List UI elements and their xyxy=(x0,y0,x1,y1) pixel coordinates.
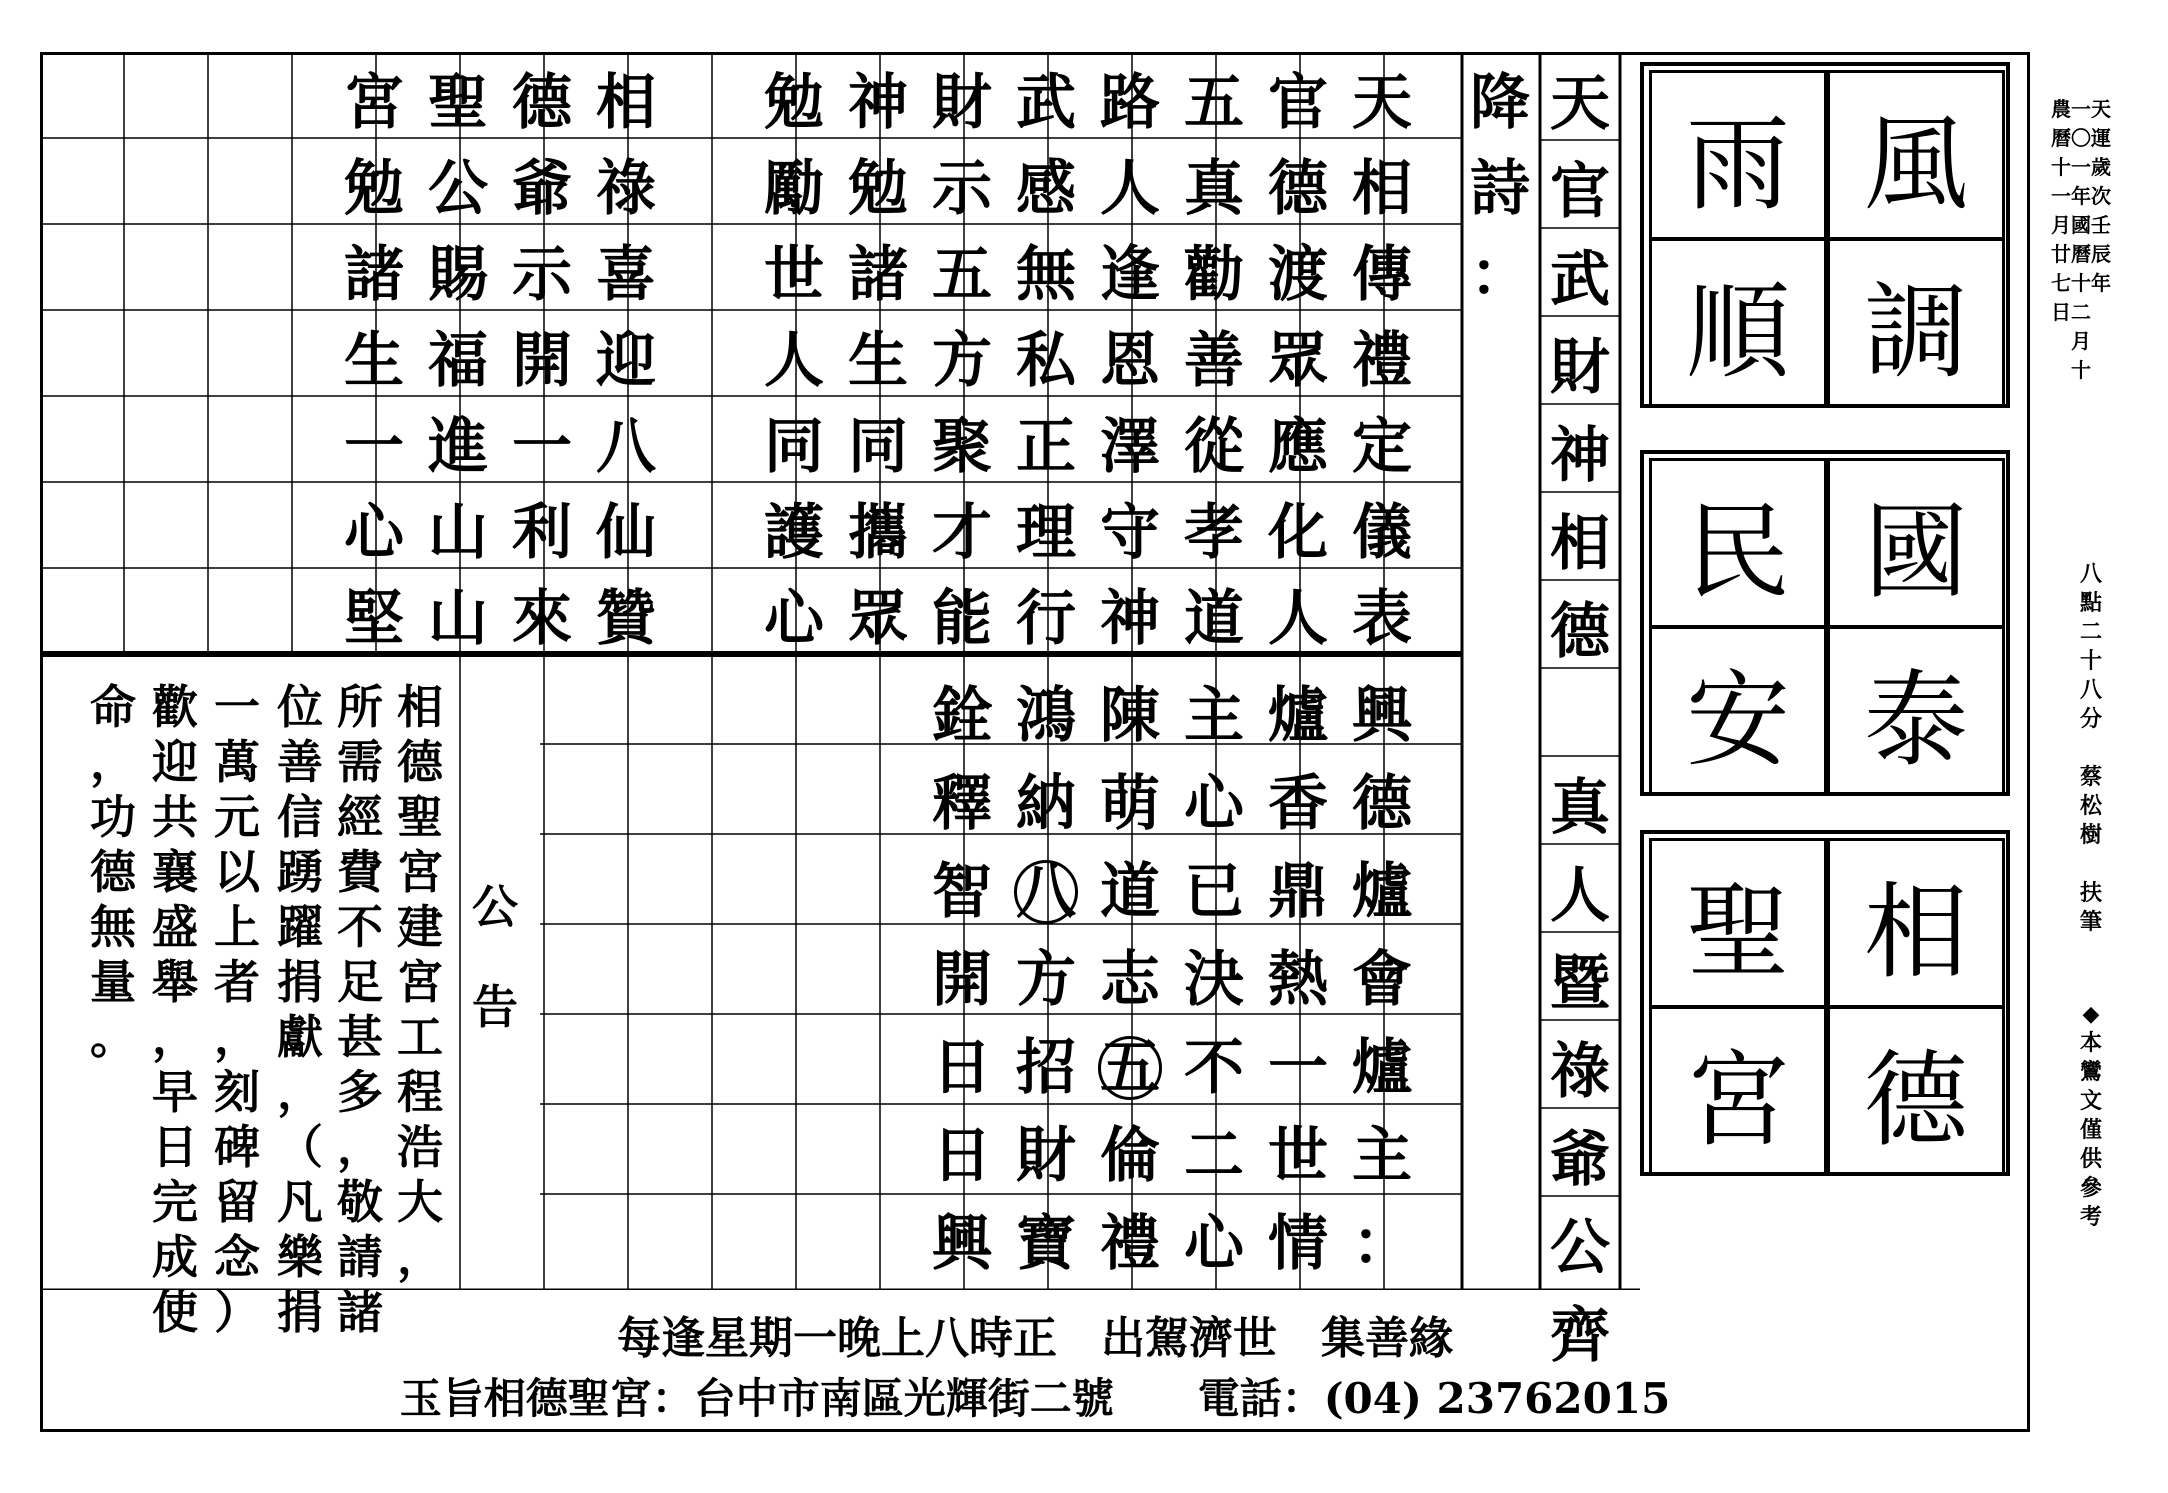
notice-column: 命 ， 功 德 無 量 。 xyxy=(90,680,136,1064)
upper-poem-char: 澤 xyxy=(1100,412,1160,482)
upper-poem-char: 勉 xyxy=(344,154,404,224)
upper-poem-char: 正 xyxy=(1016,412,1076,482)
lower-poem-column xyxy=(920,672,1004,1288)
lower-poem-char: 決 xyxy=(1184,945,1244,1015)
upper-poem-char: 祿 xyxy=(596,154,656,224)
upper-poem-char: 天 xyxy=(1352,68,1412,138)
lower-poem-char: 主 xyxy=(1352,1121,1412,1191)
lower-poem-char: 不 xyxy=(1184,1033,1244,1103)
upper-poem-char: 同 xyxy=(764,412,824,482)
footer-address: 玉旨相德聖宮：台中市南區光輝街二號 電話：(04) 23762015 xyxy=(399,1374,1671,1423)
upper-poem-char: 路 xyxy=(1100,68,1160,138)
upper-poem-char: 德 xyxy=(512,68,572,138)
upper-poem-char: 聚 xyxy=(932,412,992,482)
lower-poem-char: 世 xyxy=(1268,1121,1328,1191)
upper-poem-char: 贊 xyxy=(596,584,656,654)
lower-poem-char: 財 xyxy=(1016,1121,1076,1191)
title-char: 爺 xyxy=(1550,1125,1610,1195)
title-char: 祿 xyxy=(1550,1037,1610,1107)
upper-poem-column xyxy=(416,60,500,662)
seal-block xyxy=(1640,450,2010,796)
lower-poem-char: 一 xyxy=(1268,1033,1328,1103)
upper-poem-char: 官 xyxy=(1268,68,1328,138)
title-char: 暨 xyxy=(1550,949,1610,1019)
lower-poem-char: 萌 xyxy=(1100,769,1160,839)
seal-char: 泰 xyxy=(1827,626,2005,796)
lower-poem-column xyxy=(1340,672,1424,1288)
upper-poem-char: 表 xyxy=(1352,584,1412,654)
upper-poem-char: 人 xyxy=(1268,584,1328,654)
upper-poem-char: 世 xyxy=(764,240,824,310)
notice-column: 位 善 信 踴 躍 捐 獻 ， （ 凡 樂 捐 xyxy=(277,680,323,1339)
upper-poem-char: 守 xyxy=(1100,498,1160,568)
lower-poem-char: 香 xyxy=(1268,769,1328,839)
lower-poem-column xyxy=(1256,672,1340,1288)
upper-poem-char: 賜 xyxy=(428,240,488,310)
upper-poem-char: 儀 xyxy=(1352,498,1412,568)
lower-poem-char: 道 xyxy=(1100,857,1160,927)
lower-poem-char: 釋 xyxy=(932,769,992,839)
upper-poem-char: 攜 xyxy=(848,498,908,568)
upper-poem-column xyxy=(920,60,1004,662)
lower-poem-char: 倫 xyxy=(1100,1121,1160,1191)
title-char: 人 xyxy=(1550,861,1610,931)
lower-poem-column xyxy=(1088,672,1172,1288)
upper-poem-char: 德 xyxy=(1268,154,1328,224)
upper-poem-char: 應 xyxy=(1268,412,1328,482)
upper-poem-char: 私 xyxy=(1016,326,1076,396)
upper-poem-char: 利 xyxy=(512,498,572,568)
notice-column: 所 需 經 費 不 足 甚 多 ， 敬 請 諸 xyxy=(337,680,383,1339)
title-char: 齊 xyxy=(1550,1301,1610,1371)
seal-block xyxy=(1640,62,2010,408)
lower-poem-char: 日 xyxy=(932,1121,992,1191)
title-column-2 xyxy=(1460,60,1540,318)
seal-char: 風 xyxy=(1827,70,2005,240)
upper-poem-char: 道 xyxy=(1184,584,1244,654)
upper-poem-char: 恩 xyxy=(1100,326,1160,396)
title-char xyxy=(1540,676,1620,764)
seal-char: 安 xyxy=(1649,626,1827,796)
title-char: 公 xyxy=(1550,1213,1610,1283)
lower-poem-char: 興 xyxy=(1352,681,1412,751)
upper-poem-char: 福 xyxy=(428,326,488,396)
seal-char: 民 xyxy=(1649,458,1827,628)
upper-poem-char: 人 xyxy=(764,326,824,396)
upper-poem-char: 神 xyxy=(848,68,908,138)
upper-poem-char: 財 xyxy=(932,68,992,138)
title-char: 天 xyxy=(1550,69,1610,139)
lower-poem-char xyxy=(1088,1024,1172,1112)
upper-poem-char: 生 xyxy=(344,326,404,396)
lower-poem-char: ： xyxy=(1352,1209,1412,1279)
upper-poem-char: 開 xyxy=(512,326,572,396)
side-note-column: 天 運 歲 次 壬 辰 年 xyxy=(2091,97,2111,295)
lower-poem-char: 熱 xyxy=(1268,945,1328,1015)
upper-poem-column xyxy=(1088,60,1172,662)
notice-column: 歡 迎 共 襄 盛 舉 ， 早 日 完 成 使 xyxy=(152,680,198,1339)
circled-char: 八 xyxy=(1016,857,1076,927)
lower-poem-char: 爐 xyxy=(1352,857,1412,927)
upper-poem-char: 渡 xyxy=(1268,240,1328,310)
lower-poem-char xyxy=(1004,848,1088,936)
upper-poem-char: 聖 xyxy=(428,68,488,138)
upper-poem-char: 勸 xyxy=(1184,240,1244,310)
upper-poem-char: 化 xyxy=(1268,498,1328,568)
upper-poem-char: 才 xyxy=(932,498,992,568)
upper-poem-char: 諸 xyxy=(344,240,404,310)
upper-poem-char: 一 xyxy=(512,412,572,482)
side-note-column: 農 曆 十 一 月 廿 七 日 xyxy=(2051,97,2071,324)
upper-poem-char: 武 xyxy=(1016,68,1076,138)
upper-poem-char: 五 xyxy=(932,240,992,310)
title-char: 德 xyxy=(1550,597,1610,667)
upper-poem-char: 心 xyxy=(764,584,824,654)
upper-poem-char: 逢 xyxy=(1100,240,1160,310)
upper-poem-char: 真 xyxy=(1184,154,1244,224)
upper-poem-char: 山 xyxy=(428,584,488,654)
lower-poem-char: 鴻 xyxy=(1016,681,1076,751)
seal-char: 宮 xyxy=(1649,1006,1827,1176)
upper-poem-char: 人 xyxy=(1100,154,1160,224)
upper-poem-char: 行 xyxy=(1016,584,1076,654)
seal-char: 相 xyxy=(1827,838,2005,1008)
upper-poem-char: 勵 xyxy=(764,154,824,224)
lower-poem-char: 招 xyxy=(1016,1033,1076,1103)
upper-poem-char: 方 xyxy=(932,326,992,396)
upper-poem-char: 理 xyxy=(1016,498,1076,568)
side-note-column: 一 〇 一 年 國 曆 十 二 月 十 xyxy=(2071,97,2091,382)
footer-schedule: 每逢星期一晚上八時正 出駕濟世 集善緣 xyxy=(617,1313,1453,1364)
circled-char: 五 xyxy=(1100,1033,1160,1103)
lower-poem-char: 心 xyxy=(1184,769,1244,839)
upper-poem-char: 進 xyxy=(428,412,488,482)
lower-poem-char: 爐 xyxy=(1268,681,1328,751)
seal-char: 順 xyxy=(1649,238,1827,408)
upper-poem-char: 示 xyxy=(512,240,572,310)
upper-poem-char: 生 xyxy=(848,326,908,396)
lower-poem-char: 興 xyxy=(932,1209,992,1279)
upper-poem-char: 護 xyxy=(764,498,824,568)
upper-poem-column xyxy=(1172,60,1256,662)
notice-column: 相 德 聖 宮 建 宮 工 程 浩 大 ， xyxy=(397,680,443,1284)
lower-poem-char: 鼎 xyxy=(1268,857,1328,927)
upper-poem-column xyxy=(332,60,416,662)
upper-poem-char: 從 xyxy=(1184,412,1244,482)
upper-poem-char: 八 xyxy=(596,412,656,482)
seal-char: 雨 xyxy=(1649,70,1827,240)
upper-poem-char: 能 xyxy=(932,584,992,654)
upper-poem-char: 爺 xyxy=(512,154,572,224)
upper-poem-char: 感 xyxy=(1016,154,1076,224)
lower-poem-char: 智 xyxy=(932,857,992,927)
upper-poem-char: 相 xyxy=(1352,154,1412,224)
upper-poem-char: 宮 xyxy=(344,68,404,138)
upper-poem-char: 眾 xyxy=(1268,326,1328,396)
lower-poem-char: 已 xyxy=(1184,857,1244,927)
title-char: 財 xyxy=(1550,333,1610,403)
upper-poem-column xyxy=(752,60,836,662)
seal-char: 調 xyxy=(1827,238,2005,408)
upper-poem-char: 喜 xyxy=(596,240,656,310)
lower-poem-char: 方 xyxy=(1016,945,1076,1015)
side-note-column: ◆ 本 鸞 文 僅 供 參 考 xyxy=(2079,1001,2102,1230)
upper-poem-column xyxy=(584,60,668,662)
lower-poem-char: 主 xyxy=(1184,681,1244,751)
lower-poem-char: 開 xyxy=(932,945,992,1015)
upper-poem-char: 無 xyxy=(1016,240,1076,310)
upper-poem-column xyxy=(836,60,920,662)
lower-poem-char: 納 xyxy=(1016,769,1076,839)
footer xyxy=(40,1290,2030,1432)
lower-poem-char: 二 xyxy=(1184,1121,1244,1191)
lower-poem-char: 會 xyxy=(1352,945,1412,1015)
upper-poem-char: 山 xyxy=(428,498,488,568)
upper-poem-char: 善 xyxy=(1184,326,1244,396)
side-note-column: 八 點 二 十 八 分 蔡 松 樹 扶 筆 xyxy=(2079,561,2102,935)
notice-title: 公 告 xyxy=(472,880,518,1034)
lower-poem-column xyxy=(1004,672,1088,1288)
lower-poem-char: 心 xyxy=(1184,1209,1244,1279)
upper-poem-char: 迎 xyxy=(596,326,656,396)
title-char: 降 xyxy=(1470,68,1530,138)
upper-poem-column xyxy=(1340,60,1424,662)
lower-poem-char: 德 xyxy=(1352,769,1412,839)
seal-char: 國 xyxy=(1827,458,2005,628)
lower-poem-char: 志 xyxy=(1100,945,1160,1015)
seal-char: 聖 xyxy=(1649,838,1827,1008)
title-char: 相 xyxy=(1550,509,1610,579)
upper-poem-char: 禮 xyxy=(1352,326,1412,396)
upper-poem-char: 心 xyxy=(344,498,404,568)
upper-poem-char: 示 xyxy=(932,154,992,224)
upper-poem-char: 來 xyxy=(512,584,572,654)
upper-poem-column xyxy=(1004,60,1088,662)
upper-poem-char: 諸 xyxy=(848,240,908,310)
title-char: 真 xyxy=(1550,773,1610,843)
lower-poem-char: 爐 xyxy=(1352,1033,1412,1103)
upper-poem-char: 一 xyxy=(344,412,404,482)
title-char: ： xyxy=(1470,240,1530,310)
title-column-1 xyxy=(1540,60,1620,1380)
upper-poem-column xyxy=(1256,60,1340,662)
upper-poem-char: 堅 xyxy=(344,584,404,654)
title-char: 武 xyxy=(1550,245,1610,315)
upper-poem-char: 相 xyxy=(596,68,656,138)
seal-block xyxy=(1640,830,2010,1176)
upper-poem-char: 勉 xyxy=(848,154,908,224)
title-char: 神 xyxy=(1550,421,1610,491)
upper-poem-char: 傳 xyxy=(1352,240,1412,310)
upper-poem-char: 眾 xyxy=(848,584,908,654)
lower-poem-char: 銓 xyxy=(932,681,992,751)
lower-poem-column xyxy=(1172,672,1256,1288)
upper-poem-column xyxy=(500,60,584,662)
upper-poem-char: 神 xyxy=(1100,584,1160,654)
upper-poem-char: 定 xyxy=(1352,412,1412,482)
upper-poem-char: 同 xyxy=(848,412,908,482)
title-char: 詩 xyxy=(1470,154,1530,224)
upper-poem-char: 勉 xyxy=(764,68,824,138)
lower-poem-char: 情 xyxy=(1268,1209,1328,1279)
upper-poem-char: 孝 xyxy=(1184,498,1244,568)
seal-char: 德 xyxy=(1827,1006,2005,1176)
notice-column: 一 萬 元 以 上 者 ， 刻 碑 留 念 ） xyxy=(214,680,260,1339)
upper-poem-char: 公 xyxy=(428,154,488,224)
upper-poem-char: 仙 xyxy=(596,498,656,568)
lower-poem-char: 陳 xyxy=(1100,681,1160,751)
title-char: 官 xyxy=(1550,157,1610,227)
upper-poem-char: 五 xyxy=(1184,68,1244,138)
lower-poem-char: 禮 xyxy=(1100,1209,1160,1279)
lower-poem-char: 寶 xyxy=(1016,1209,1076,1279)
lower-poem-char: 日 xyxy=(932,1033,992,1103)
